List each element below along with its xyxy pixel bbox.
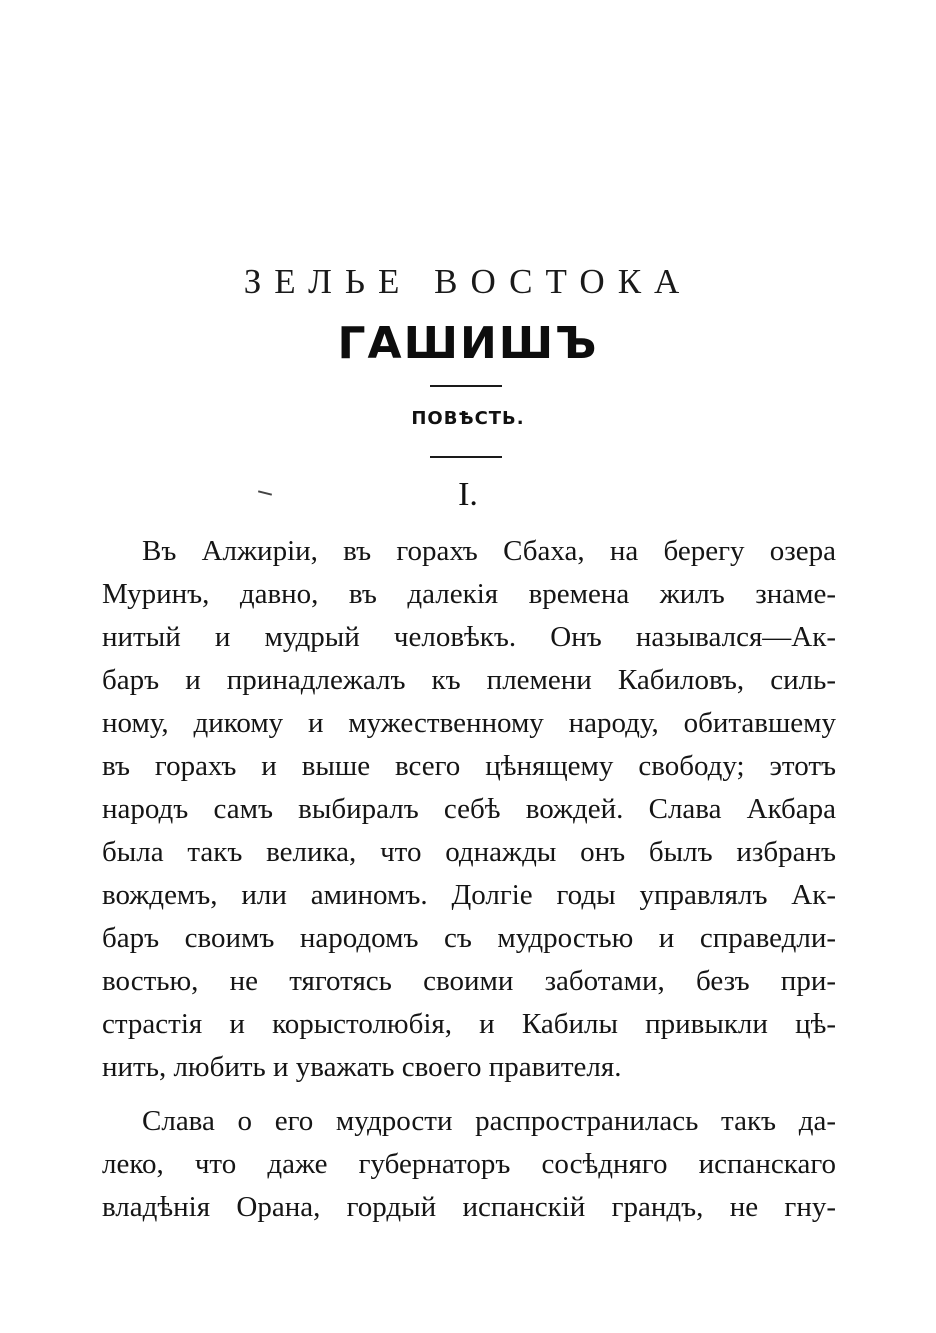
text-line: Муринъ, давно, въ далекія времена жилъ знаме-	[102, 578, 836, 610]
main-title: ГАШИШЪ	[337, 318, 599, 369]
title-divider-bottom	[430, 456, 502, 458]
title-top: ЗЕЛЬЕ ВОСТОКА	[243, 262, 693, 301]
text-line: народъ самъ выбиралъ себѣ вождей. Слава Акбара	[102, 793, 836, 825]
text-line: ному, дикому и мужественному народу, обитавшему	[102, 707, 836, 739]
text-line: Въ Алжиріи, въ горахъ Сбаха, на берегу озера	[142, 535, 836, 567]
text-line: нитый и мудрый человѣкъ. Онъ назывался—Ак-	[102, 621, 836, 653]
text-line: вождемъ, или аминомъ. Долгіе годы управлялъ Ак-	[102, 879, 836, 911]
text-line: баръ своимъ народомъ съ мудростью и справедли-	[102, 922, 836, 954]
text-line: страстія и корыстолюбія, и Кабилы привыкли цѣ-	[102, 1008, 836, 1040]
text-line: леко, что даже губернаторъ сосѣдняго испанскаго	[102, 1148, 836, 1180]
text-line: баръ и принадлежалъ къ племени Кабиловъ, силь-	[102, 664, 836, 696]
title-divider-top	[430, 385, 502, 387]
text-line: востью, не тяготясь своими заботами, безъ при-	[102, 965, 836, 997]
text-line: владѣнія Орана, гордый испанскій грандъ, не гну-	[102, 1191, 836, 1223]
text-line: Слава о его мудрости распространилась такъ да-	[142, 1105, 836, 1137]
body-text	[102, 530, 836, 1229]
text-line: въ горахъ и выше всего цѣнящему свободу; этотъ	[102, 750, 836, 782]
text-line: была такъ велика, что однажды онъ былъ избранъ	[102, 836, 836, 868]
chapter-number: I.	[458, 476, 478, 513]
text-line: нить, любить и уважать своего правителя.	[102, 1051, 622, 1083]
paragraph-gap	[102, 1089, 836, 1100]
subtitle: ПОВѢСТЬ.	[411, 408, 525, 429]
